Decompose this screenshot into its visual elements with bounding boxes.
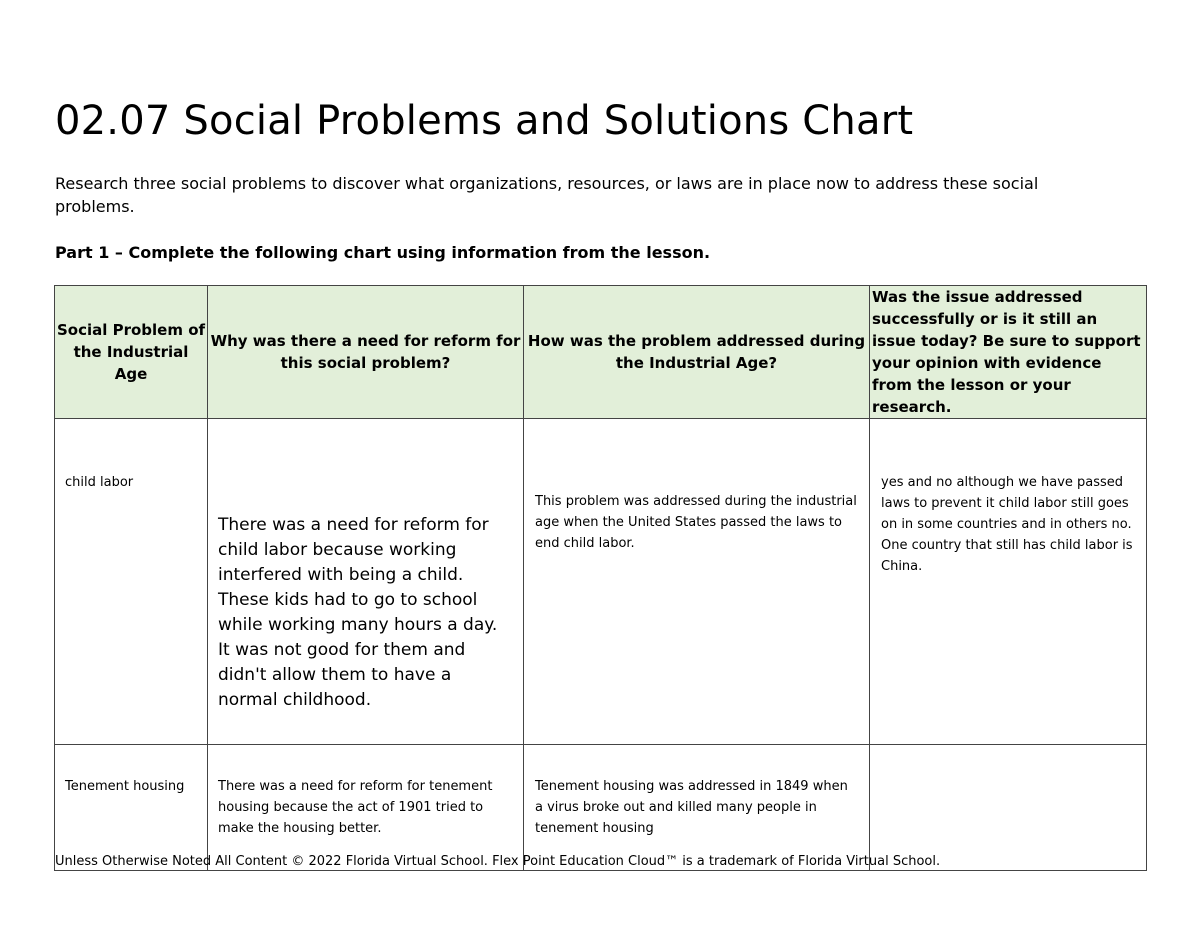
row2-why-cell[interactable]: [208, 745, 524, 871]
table-row: [55, 419, 1147, 745]
row1-why-cell[interactable]: [208, 419, 524, 745]
row1-how-text: This problem was addressed during the industrial age when the United States passed the laws to end child labor.: [535, 494, 857, 551]
header-social-problem: Social Problem of the Industrial Age: [55, 286, 208, 419]
row2-outcome-cell[interactable]: [870, 745, 1147, 871]
row1-outcome-cell[interactable]: [870, 419, 1147, 745]
row1-why-text: There was a need for reform for child labor because working interfered with being a child. These kids had to go to school while working many hours a day. It was not good for them and didn't allow them to have a normal childhood.: [218, 515, 498, 710]
row1-how-cell[interactable]: [524, 419, 870, 745]
header-addressed-successfully: Was the issue addressed successfully or is it still an issue today? Be sure to support your opinion with evidence from the lesson or your research.: [870, 286, 1147, 419]
header-why-reform: Why was there a need for reform for this social problem?: [208, 286, 524, 419]
row1-outcome-text: yes and no although we have passed laws to prevent it child labor still goes on in some countries and in others no. One country that still has child labor is China.: [881, 475, 1133, 574]
row2-problem-cell[interactable]: [55, 745, 208, 871]
row1-problem-text: child labor: [65, 475, 134, 490]
row1-problem-cell[interactable]: [55, 419, 208, 745]
row2-outcome-text: [870, 745, 1146, 776]
row2-why-text: There was a need for reform for tenement housing because the act of 1901 tried to make the housing better.: [218, 779, 493, 836]
problems-solutions-table: [54, 285, 1147, 871]
copyright-footer: Unless Otherwise Noted All Content © 2022 Florida Virtual School. Flex Point Education Cloud™ is a trademark of Florida Virtual School.: [55, 854, 941, 869]
part-heading: Part 1 – Complete the following chart using information from the lesson.: [55, 243, 711, 262]
row2-how-text: Tenement housing was addressed in 1849 when a virus broke out and killed many people in tenement housing: [535, 779, 848, 836]
table-header-row: [55, 286, 1147, 419]
row2-problem-text: Tenement housing: [65, 779, 185, 794]
row2-how-cell[interactable]: [524, 745, 870, 871]
table-row: [55, 745, 1147, 871]
intro-text: Research three social problems to discover what organizations, resources, or laws are in place now to address these social problems.: [55, 174, 1039, 216]
header-how-addressed: How was the problem addressed during the Industrial Age?: [524, 286, 870, 419]
page-title: 02.07 Social Problems and Solutions Chart: [55, 98, 914, 144]
